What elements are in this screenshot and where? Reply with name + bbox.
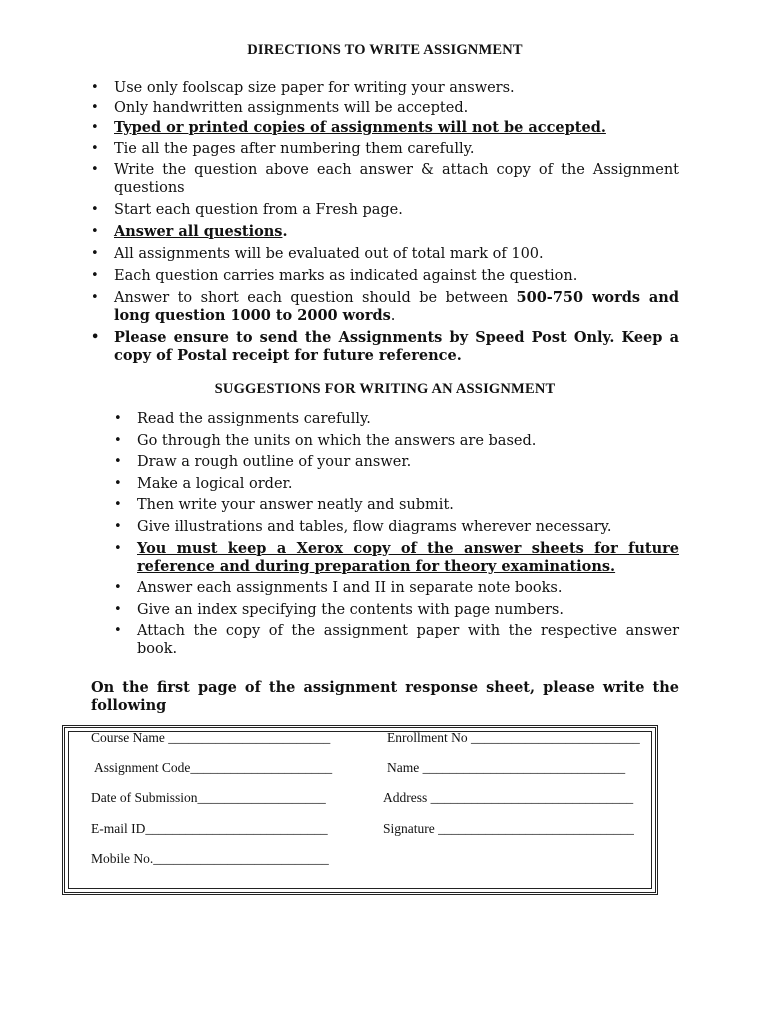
- list-item: • Then write your answer neatly and submit.: [114, 496, 679, 514]
- list-item: • Each question carries marks as indicated against the question.: [91, 267, 679, 285]
- name-field: Name ______________________________: [387, 760, 626, 775]
- list-item: [114, 540, 679, 576]
- word-limit-bold: 500-750 words and long question 1000 to 2000 words: [114, 289, 679, 324]
- list-item: • Answer to short each question should be between 500-750 words and long question 1000 to 2000 words.: [91, 289, 679, 325]
- list-item: • Draw a rough outline of your answer.: [114, 453, 679, 471]
- suggestions-list: [114, 410, 679, 662]
- list-item: • Please ensure to send the Assignments by Speed Post Only. Keep a copy of Postal receipt for future reference.: [91, 329, 679, 365]
- list-item: • Answer all questions.: [91, 223, 679, 241]
- list-item: • Attach the copy of the assignment paper with the respective answer book.: [114, 622, 679, 658]
- answer-all-questions: Answer all questions: [114, 223, 283, 240]
- typed-copies-warning: Typed or printed copies of assignments will not be accepted.: [114, 119, 606, 136]
- list-item: • All assignments will be evaluated out of total mark of 100.: [91, 245, 679, 263]
- list-item: • Go through the units on which the answers are based.: [114, 432, 679, 450]
- email-id-field: E-mail ID___________________________: [91, 821, 328, 836]
- address-field: Address ______________________________: [383, 790, 634, 805]
- list-item: • Use only foolscap size paper for writing your answers.: [91, 79, 679, 97]
- directions-heading: DIRECTIONS TO WRITE ASSIGNMENT: [247, 42, 523, 58]
- suggestions-heading: SUGGESTIONS FOR WRITING AN ASSIGNMENT: [214, 381, 556, 397]
- list-item: • Start each question from a Fresh page.: [91, 201, 679, 219]
- list-item: • Answer each assignments I and II in separate note books.: [114, 579, 679, 597]
- first-page-note: On the first page of the assignment response sheet, please write the following: [91, 679, 679, 714]
- list-item: • Give illustrations and tables, flow diagrams wherever necessary.: [114, 518, 679, 536]
- signature-field: Signature _____________________________: [383, 821, 634, 836]
- xerox-copy-warning: You must keep a Xerox copy of the answer sheets for future reference and during preparation for theory examinations.: [137, 539, 679, 575]
- list-item: [91, 119, 679, 137]
- course-name-field: Course Name ________________________: [91, 730, 331, 745]
- list-item: • Only handwritten assignments will be accepted.: [91, 99, 679, 117]
- response-sheet-form: [62, 725, 658, 895]
- assignment-code-field: Assignment Code_____________________: [94, 760, 333, 775]
- date-of-submission-field: Date of Submission___________________: [91, 790, 326, 805]
- enrollment-no-field: Enrollment No _________________________: [387, 730, 640, 745]
- mobile-no-field: Mobile No.__________________________: [91, 851, 329, 866]
- list-item: • Make a logical order.: [114, 475, 679, 493]
- directions-list: [91, 79, 679, 369]
- word-limit-text: Answer to short each question should be between: [114, 290, 517, 306]
- list-item: • Tie all the pages after numbering them carefully.: [91, 140, 679, 158]
- list-item: • Give an index specifying the contents with page numbers.: [114, 601, 679, 619]
- list-item: • Read the assignments carefully.: [114, 410, 679, 428]
- list-item: • Write the question above each answer & attach copy of the Assignment questions: [91, 161, 679, 197]
